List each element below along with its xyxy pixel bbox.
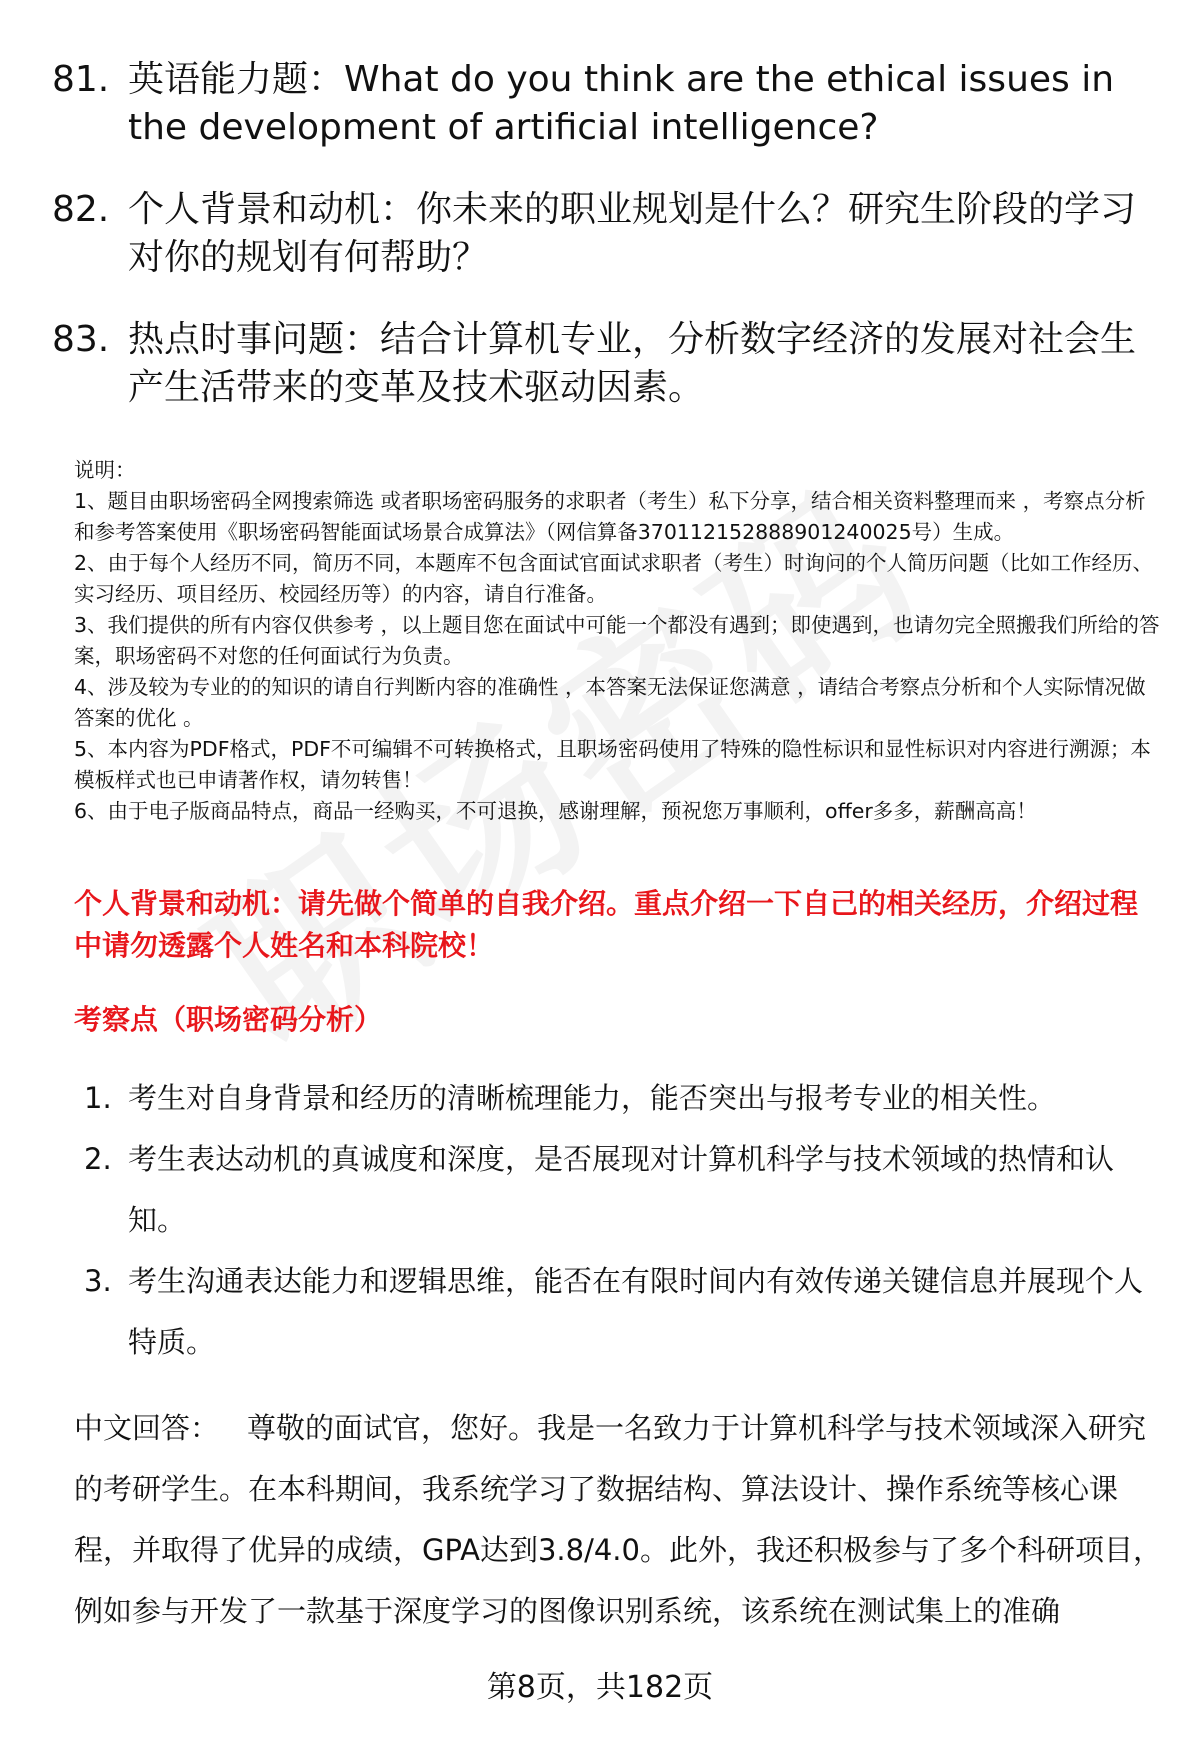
notes-title: 说明： [74, 458, 136, 482]
question-item [52, 186, 1162, 282]
question-item [52, 316, 1162, 412]
featured-question: 个人背景和动机：请先做个简单的自我介绍。重点介绍一下自己的相关经历，介绍过程中请勿透露个人姓名和本科院校！ [74, 887, 1139, 962]
note-item: 6、由于电子版商品特点，商品一经购买，不可退换，感谢理解，预祝您万事顺利，offer多多，薪酬高高！ [74, 799, 1037, 823]
answer-label: 中文回答： [74, 1411, 220, 1445]
point-text: 考生对自身背景和经历的清晰梳理能力，能否突出与报考专业的相关性。 [128, 1081, 1057, 1115]
analysis-points [84, 1068, 1154, 1373]
question-text: 热点时事问题：结合计算机专业，分析数字经济的发展对社会生产生活带来的变革及技术驱动因素。 [128, 319, 1137, 408]
note-item: 3、我们提供的所有内容仅供参考 ，以上题目您在面试中可能一个都没有遇到；即使遇到，也请勿完全照搬我们所给的答案，职场密码不对您的任何面试行为负责。 [74, 613, 1160, 668]
point-number: 3. [84, 1264, 112, 1298]
analysis-heading: 考察点（职场密码分析） [74, 1003, 383, 1036]
analysis-point [84, 1251, 1154, 1373]
point-text: 考生沟通表达能力和逻辑思维，能否在有限时间内有效传递关键信息并展现个人特质。 [128, 1264, 1144, 1359]
point-number: 2. [84, 1142, 112, 1176]
question-text: 英语能力题：What do you think are the ethical issues in the development of artificial intelligence? [128, 59, 1115, 148]
question-number: 83. [52, 319, 110, 360]
note-item: 1、题目由职场密码全网搜索筛选 或者职场密码服务的求职者（考生）私下分享，结合相关资料整理而来 ，考察点分析和参考答案使用《职场密码智能面试场景合成算法》（网信算备370112152888901240025号）生成。 [74, 489, 1146, 544]
question-text: 个人背景和动机：你未来的职业规划是什么？研究生阶段的学习对你的规划有何帮助？ [128, 189, 1137, 278]
answer-text: 尊敬的面试官，您好。我是一名致力于计算机科学与技术领域深入研究的考研学生。在本科期间，我系统学习了数据结构、算法设计、操作系统等核心课程，并取得了优异的成绩，GPA达到3.8/4.0。此外，我还积极参与了多个科研项目，例如参与开发了一款基于深度学习的图像识别系统，该系统在测试集上的准确 [74, 1411, 1162, 1628]
point-number: 1. [84, 1081, 112, 1115]
note-item: 4、涉及较为专业的的知识的请自行判断内容的准确性 ，本答案无法保证您满意 ，请结合考察点分析和个人实际情况做答案的优化 。 [74, 675, 1146, 730]
note-item: 5、本内容为PDF格式，PDF不可编辑不可转换格式，且职场密码使用了特殊的隐性标识和显性标识对内容进行溯源；本模板样式也已申请著作权，请勿转售！ [74, 737, 1151, 792]
note-item: 2、由于每个人经历不同，简历不同，本题库不包含面试官面试求职者（考生）时询问的个人简历问题（比如工作经历、实习经历、项目经历、校园经历等）的内容，请自行准备。 [74, 551, 1154, 606]
question-item [52, 56, 1162, 152]
question-number: 81. [52, 59, 110, 100]
analysis-point [84, 1068, 1154, 1129]
analysis-point [84, 1129, 1154, 1251]
question-list [52, 56, 1162, 446]
question-number: 82. [52, 189, 110, 230]
page-number: 第8页，共182页 [486, 1670, 714, 1705]
notes-section [74, 455, 1164, 827]
point-text: 考生表达动机的真诚度和深度，是否展现对计算机科学与技术领域的热情和认知。 [128, 1142, 1115, 1237]
answer-paragraph [74, 1398, 1164, 1642]
